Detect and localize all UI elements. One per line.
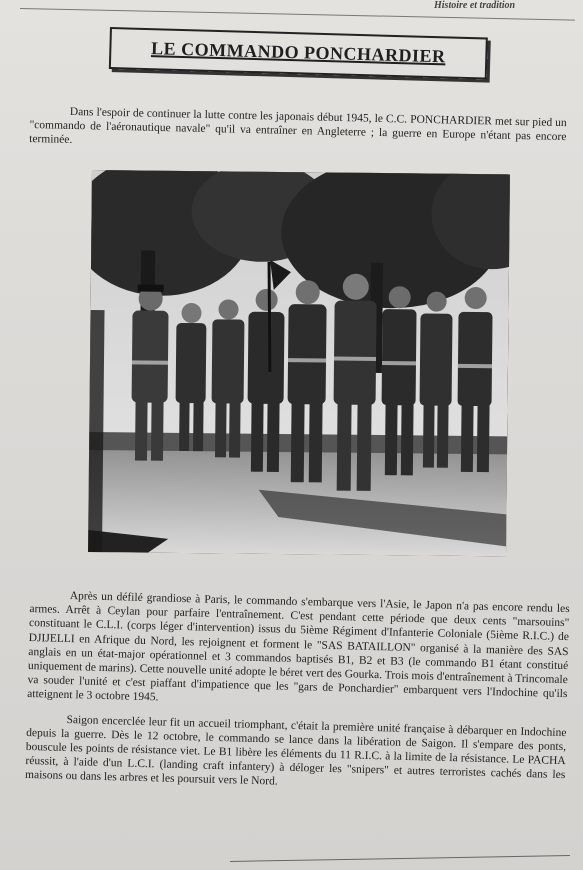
section-tag: Histoire et tradition [434,0,516,11]
paragraph-1: Après un défilé grandiose à Paris, le commando s'embarque vers l'Asie, le Japon n'a pas encore rendu les armes. Arrêt à Ceylan pour parfaire l'entraînement. C'est pendant cette période que deux cents "marsouins" constituant le C.L.I. (corps léger d'intervention) issus du 5ième Régiment d'Infanterie Coloniale (5ième R.I.C.) de DJIJELLI en Afrique du Nord, les rejoignent et forment le "SAS BATAILLON" organisé à la manière des SAS anglais en un état-major opérationnel et 3 commandos baptisés B1, B2 et B3 (le commando B1 étant constitué uniquement de marins). Cette nouvelle unité adopte le béret vert des Gourka. Trois mois d'entraînement à Trincomale va souder l'unité et c'est piaffant d'impatience que les "gars de Ponchardier" embarquent vers l'Indochine qu'ils atteignent le 3 octobre 1945. [27,590,570,704]
soldiers-parade-photo [88,170,510,556]
photo-illustration [88,170,510,556]
intro-paragraph [29,104,567,158]
article-body [25,588,570,807]
intro-text: Dans l'espoir de continuer la lutte contre les japonais début 1945, le C.C. PONCHARDIER met sur pied un "commando de l'aéronautique navale" qu'il va entraîner en Angleterre ; la guerre en Europe n'étant pas encore terminée. [29,105,567,146]
footer-rule [230,855,570,862]
page-title: LE COMMANDO PONCHARDIER [150,38,446,67]
paragraph-2: Saigon encerclée leur fit un accueil triomphant, c'était la première unité française à débarquer en Indochine depuis la guerre. Dès le 12 octobre, le commando se lance dans la libération de Saigon. Il s'empare des ponts, bouscule les points de résistance viet. Le B1 libère les éléments du 11 R.I.C. à la limite de la résistance. Le PACHA réussit, à l'aide d'un L.C.I. (landing craft infantery) à déloger les "snipers" et autres terroristes cachés dans les maisons ou dans les arbres et les poursuit vers le Nord. [24,713,567,788]
title-box [109,27,488,80]
